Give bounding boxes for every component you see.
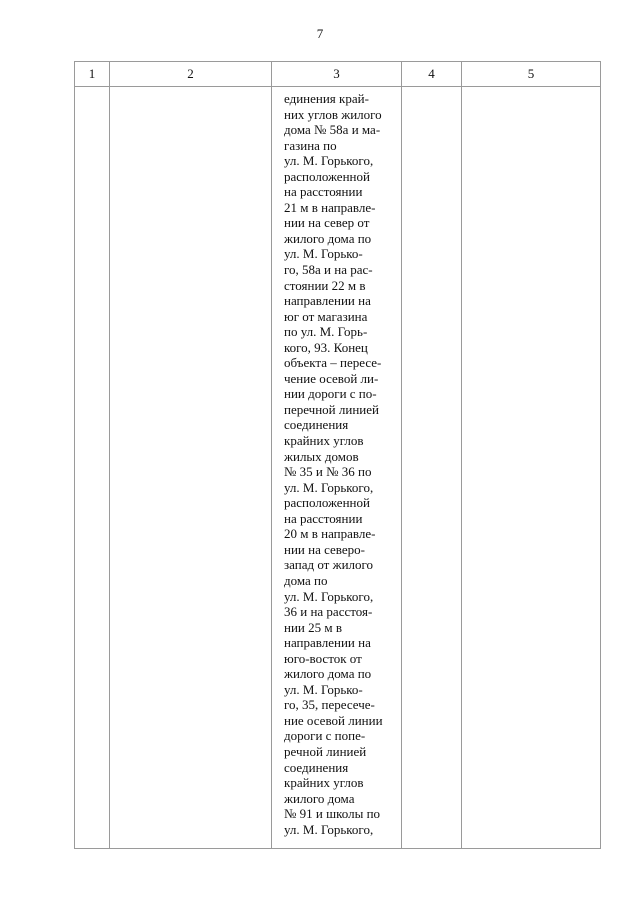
text-line: дома № 58а и ма-	[284, 122, 381, 138]
column3-text	[284, 91, 401, 837]
text-line: 36 и на расстоя-	[284, 604, 373, 620]
text-line: жилого дома по	[284, 666, 372, 682]
text-line: ул. М. Горько-	[284, 246, 363, 262]
text-line: жилого дома	[284, 790, 355, 806]
text-line: направлении на	[284, 635, 371, 651]
document-table	[74, 61, 601, 849]
text-line: речной линией	[284, 743, 367, 759]
text-line: единения край-	[284, 91, 369, 106]
text-line: ул. М. Горького,	[284, 153, 374, 169]
text-line: соединения	[284, 759, 349, 775]
table-row	[75, 87, 601, 849]
text-line: них углов жилого	[284, 106, 382, 122]
text-line: расположенной	[284, 168, 370, 184]
text-line: нии на север от	[284, 215, 370, 231]
text-line: ул. М. Горько-	[284, 681, 363, 697]
cell-column-2	[110, 87, 272, 849]
text-line: стоянии 22 м в	[284, 277, 366, 293]
cell-column-4	[402, 87, 462, 849]
text-line: ул. М. Горького,	[284, 479, 374, 495]
text-line: на расстоянии	[284, 510, 363, 526]
cell-column-1	[75, 87, 110, 849]
page-number: 7	[316, 26, 324, 41]
column-header-3: 3	[272, 62, 402, 87]
cell-column-3	[272, 87, 402, 849]
text-line: нии дороги с по-	[284, 386, 377, 402]
text-line: чение осевой ли-	[284, 370, 379, 386]
cell-column-5	[462, 87, 601, 849]
text-line: крайних углов	[284, 433, 364, 449]
column-header-1: 1	[75, 62, 110, 87]
text-line: № 35 и № 36 по	[284, 464, 372, 480]
text-line: 21 м в направле-	[284, 199, 376, 215]
text-line: юг от магазина	[284, 308, 368, 324]
text-line: кого, 93. Конец	[284, 339, 368, 355]
text-line: 20 м в направле-	[284, 526, 376, 542]
text-line: по ул. М. Горь-	[284, 324, 368, 340]
text-line: дома по	[284, 572, 328, 588]
column-header-5: 5	[462, 62, 601, 87]
column-header-4: 4	[402, 62, 462, 87]
text-line: го, 35, пересече-	[284, 697, 375, 713]
text-line: газина по	[284, 137, 337, 153]
text-line: дороги с попе-	[284, 728, 366, 744]
column-header-2: 2	[110, 62, 272, 87]
text-line: ние осевой линии	[284, 712, 383, 728]
text-line: ул. М. Горького,	[284, 821, 374, 837]
text-line: объекта – пересе-	[284, 355, 382, 371]
text-line: жилых домов	[284, 448, 359, 464]
text-line: перечной линией	[284, 401, 379, 417]
text-line: на расстоянии	[284, 184, 363, 200]
text-line: расположенной	[284, 495, 370, 511]
text-line: запад от жилого	[284, 557, 374, 573]
text-line: направлении на	[284, 293, 371, 309]
text-line: нии 25 м в	[284, 619, 342, 635]
text-line: ул. М. Горького,	[284, 588, 374, 604]
text-line: жилого дома по	[284, 230, 372, 246]
text-line: соединения	[284, 417, 349, 433]
text-line: нии на северо-	[284, 541, 365, 557]
table-header-row	[75, 62, 601, 87]
text-line: крайних углов	[284, 775, 364, 791]
text-line: го, 58а и на рас-	[284, 262, 373, 278]
text-line: юго-восток от	[284, 650, 362, 666]
text-line: № 91 и школы по	[284, 806, 381, 822]
